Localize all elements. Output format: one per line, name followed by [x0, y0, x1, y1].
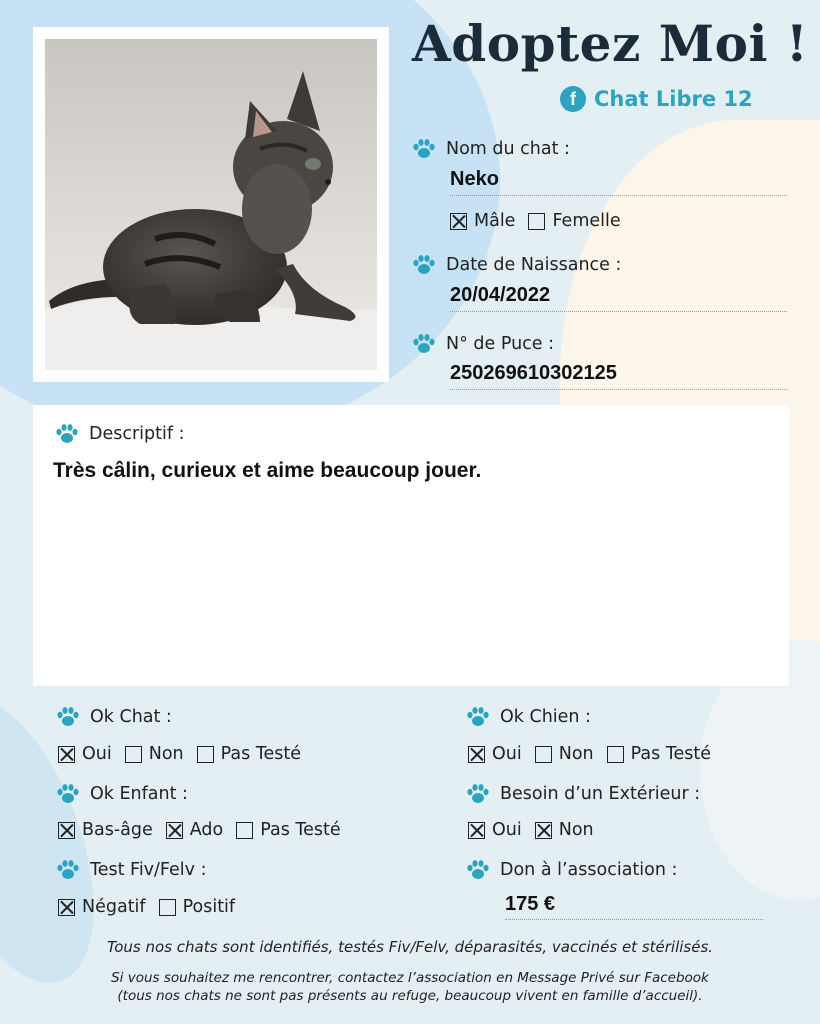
fiv-label: Test Fiv/Felv :: [56, 859, 206, 881]
don-amount: 175 €: [505, 893, 763, 920]
birth-value: 20/04/2022: [450, 284, 787, 312]
ok-enfant-ado-checkbox[interactable]: [166, 822, 183, 839]
sex-option-female[interactable]: Femelle: [528, 211, 620, 231]
fiv-negatif-checkbox[interactable]: [58, 899, 75, 916]
ok-chien-options: Oui Non Pas Testé: [468, 744, 724, 764]
facebook-link[interactable]: [560, 86, 753, 112]
birth-label: Date de Naissance :: [412, 254, 621, 276]
page-title: Adoptez Moi !: [412, 14, 809, 73]
footer-contact-line1: Si vous souhaitez me rencontrer, contactez l’association en Message Privé sur Facebook: [111, 970, 709, 986]
paw-icon: [56, 706, 80, 728]
paw-icon: [56, 859, 80, 881]
description-text: Très câlin, curieux et aime beaucoup jouer.: [53, 459, 482, 482]
ok-chien-label: Ok Chien :: [466, 706, 591, 728]
paw-icon: [466, 783, 490, 805]
paw-icon: [466, 706, 490, 728]
ok-chien-non-checkbox[interactable]: [535, 746, 552, 763]
ok-chat-pas-teste-checkbox[interactable]: [197, 746, 214, 763]
ok-chat-non-checkbox[interactable]: [125, 746, 142, 763]
female-checkbox[interactable]: [528, 213, 545, 230]
facebook-icon: f: [560, 86, 586, 112]
exterieur-label: Besoin d’un Extérieur :: [466, 783, 700, 805]
exterieur-oui-checkbox[interactable]: [468, 822, 485, 839]
chip-label: N° de Puce :: [412, 333, 554, 355]
ok-chat-label: Ok Chat :: [56, 706, 172, 728]
sex-option-male[interactable]: Mâle: [450, 211, 515, 231]
ok-enfant-options: Bas-âge Ado Pas Testé: [58, 820, 354, 840]
facebook-page-name: Chat Libre 12: [594, 87, 753, 111]
ok-chat-oui-checkbox[interactable]: [58, 746, 75, 763]
paw-icon: [412, 254, 436, 276]
fiv-positif-checkbox[interactable]: [159, 899, 176, 916]
kitten-photo: [45, 39, 377, 370]
name-value: Neko: [450, 168, 787, 196]
ok-enfant-pas-teste-checkbox[interactable]: [236, 822, 253, 839]
paw-icon: [412, 138, 436, 160]
male-checkbox[interactable]: [450, 213, 467, 230]
sex-options: [450, 211, 634, 231]
photo-frame: [33, 27, 389, 382]
ok-chat-options: Oui Non Pas Testé: [58, 744, 314, 764]
paw-icon: [412, 333, 436, 355]
fiv-options: Négatif Positif: [58, 897, 248, 917]
ok-chien-pas-teste-checkbox[interactable]: [607, 746, 624, 763]
exterieur-options: Oui Non: [468, 820, 607, 840]
paw-icon: [56, 783, 80, 805]
description-label: Descriptif :: [55, 423, 185, 445]
footer-contact-line2: (tous nos chats ne sont pas présents au refuge, beaucoup vivent en famille d’accueil).: [117, 988, 703, 1004]
ok-chien-oui-checkbox[interactable]: [468, 746, 485, 763]
chip-value: 250269610302125: [450, 362, 787, 390]
paw-icon: [55, 423, 79, 445]
footer-contact: [0, 969, 820, 1005]
paw-icon: [466, 859, 490, 881]
ok-enfant-bas-age-checkbox[interactable]: [58, 822, 75, 839]
description-box: [33, 405, 789, 686]
ok-enfant-label: Ok Enfant :: [56, 783, 188, 805]
exterieur-non-checkbox[interactable]: [535, 822, 552, 839]
don-label: Don à l’association :: [466, 859, 677, 881]
name-label: Nom du chat :: [412, 138, 570, 160]
footer-info: Tous nos chats sont identifiés, testés Fiv/Felv, déparasités, vaccinés et stérilisés.: [106, 938, 714, 956]
